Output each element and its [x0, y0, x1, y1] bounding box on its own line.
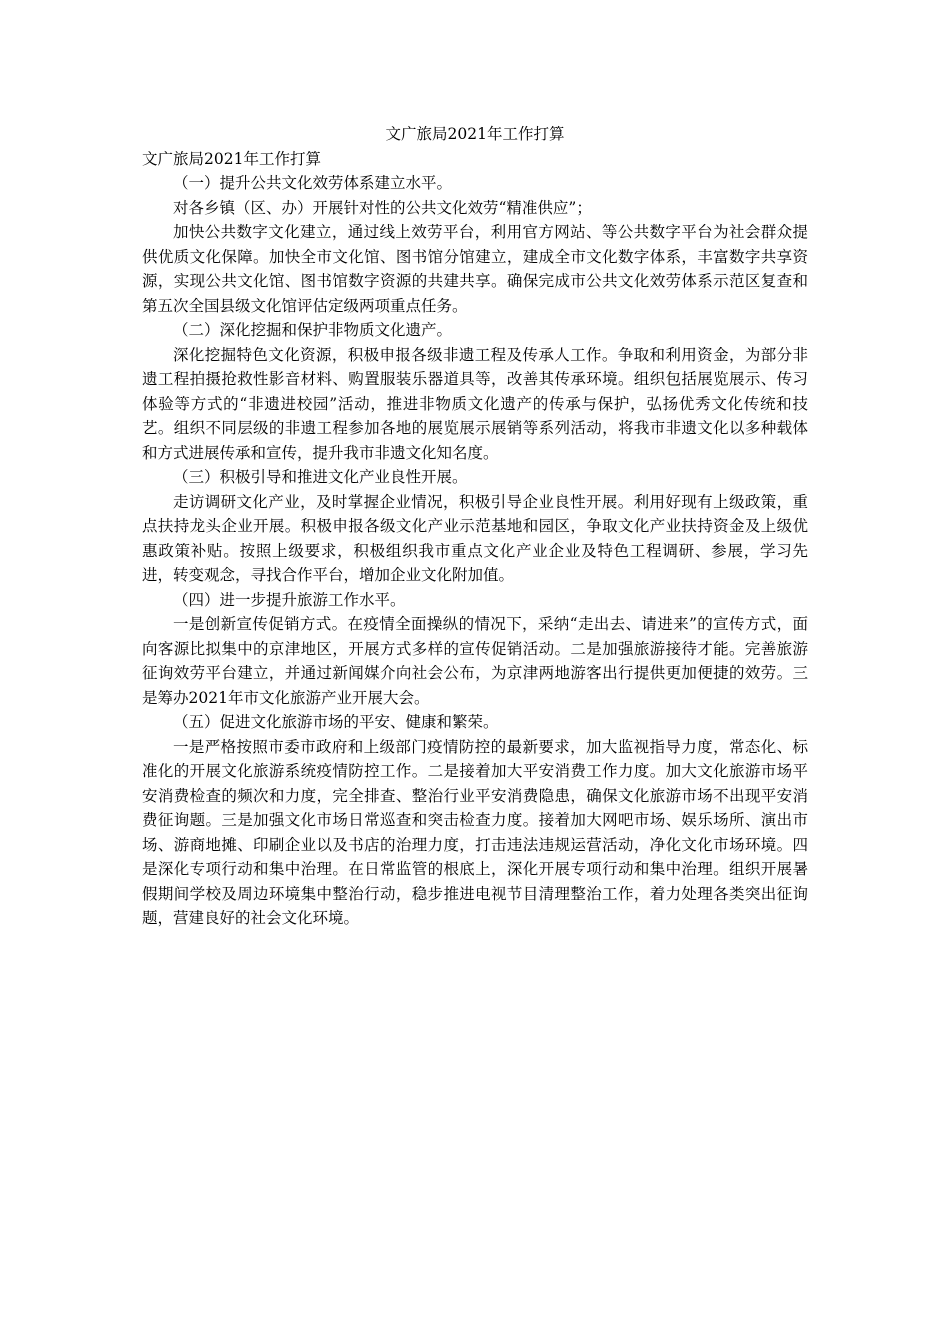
paragraph: 对各乡镇（区、办）开展针对性的公共文化效劳“精准供应”； — [173, 198, 592, 217]
document-title: 文广旅局2021年工作打算 — [385, 125, 565, 143]
paragraph: 加快公共数字文化建立，通过线上效劳平台，利用官方网站、等公共数字平台为社会群众提供优质文化保障。加快全市文化馆、图书馆分馆建立，建成全市文化数字体系，丰富数字共享资源，实现公共文化馆、图书馆数字资源的共建共享。确保完成市公共文化效劳体系示范区复查和第五次全国县级文化馆评估定级两项重点任务。 — [142, 223, 808, 315]
document-page — [142, 122, 808, 931]
paragraph: 深化挖掘特色文化资源，积极申报各级非遗工程及传承人工作。争取和利用资金，为部分非遗工程拍摄抢救性影音材料、购置服装乐器道具等，改善其传承环境。组织包括展览展示、传习体验等方式的“非遗进校园”活动，推进非物质文化遗产的传承与保护，弘扬优秀文化传统和技艺。组织不同层级的非遗工程参加各地的展览展示展销等系列活动，将我市非遗文化以多种载体和方式进展传承和宣传，提升我市非遗文化知名度。 — [142, 345, 808, 462]
section-heading-4: （四）进一步提升旅游工作水平。 — [173, 590, 406, 609]
paragraph: 走访调研文化产业，及时掌握企业情况，积极引导企业良性开展。利用好现有上级政策，重点扶持龙头企业开展。积极申报各级文化产业示范基地和园区，争取文化产业扶持资金及上级优惠政策补贴。按照上级要求，积极组织我市重点文化产业企业及特色工程调研、参展，学习先进，转变观念，寻找合作平台，增加企业文化附加值。 — [142, 492, 808, 584]
paragraph: 一是严格按照市委市政府和上级部门疫情防控的最新要求，加大监视指导力度，常态化、标准化的开展文化旅游系统疫情防控工作。二是接着加大平安消费工作力度。加大文化旅游市场平安消费检查的频次和力度，完全排查、整治行业平安消费隐患，确保文化旅游市场不出现平安消费征询题。三是加强文化市场日常巡查和突击检查力度。接着加大网吧市场、娱乐场所、演出市场、游商地摊、印刷企业以及书店的治理力度，打击违法违规运营活动，净化文化市场环境。四是深化专项行动和集中治理。在日常监管的根底上，深化开展专项行动和集中治理。组织开展暑假期间学校及周边环境集中整治行动，稳步推进电视节目清理整治工作，着力处理各类突出征询题，营建良好的社会文化环境。 — [142, 737, 808, 927]
document-subtitle: 文广旅局2021年工作打算 — [142, 149, 321, 168]
section-heading-3: （三）积极引导和推进文化产业良性开展。 — [173, 468, 468, 486]
section-heading-5: （五）促进文化旅游市场的平安、健康和繁荣。 — [173, 713, 499, 731]
section-heading-2: （二）深化挖掘和保护非物质文化遗产。 — [173, 321, 453, 339]
paragraph: 一是创新宣传促销方式。在疫情全面操纵的情况下，采纳“走出去、请进来”的宣传方式，面向客源比拟集中的京津地区，开展方式多样的宣传促销活动。二是加强旅游接待才能。完善旅游征询效劳平台建立，并通过新闻媒介向社会公布，为京津两地游客出行提供更加便捷的效劳。三是筹办2021年市文化旅游产业开展大会。 — [142, 615, 808, 707]
section-heading-1: （一）提升公共文化效劳体系建立水平。 — [173, 174, 453, 192]
